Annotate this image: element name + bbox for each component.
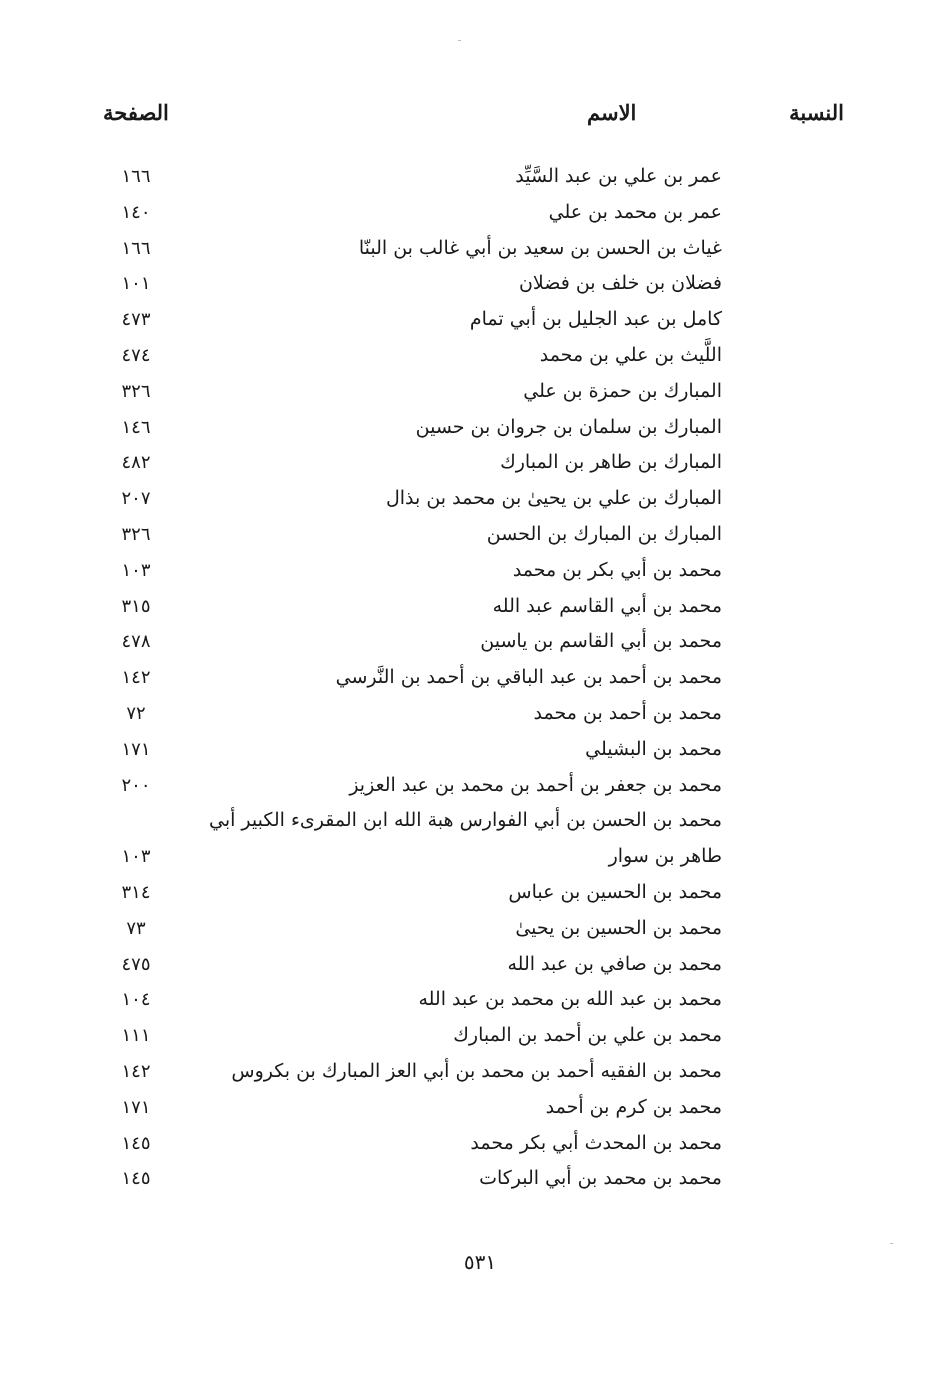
- entry-page: ٤٧٣: [121, 309, 151, 331]
- table-row: [0, 1157, 936, 1193]
- scan-speck: [458, 40, 461, 41]
- entry-name: محمد بن الفقيه أحمد بن محمد بن أبي العز المبارك بن بكروس: [231, 1059, 722, 1082]
- table-row: [0, 1014, 936, 1050]
- entry-name: محمد بن أبي القاسم عبد الله: [492, 594, 722, 617]
- entry-page: ٧٣: [126, 917, 146, 939]
- entry-page: ١٤٥: [121, 1168, 151, 1190]
- table-row: [0, 549, 936, 585]
- entry-name: محمد بن البشيلي: [585, 737, 722, 760]
- entry-page: ٢٠٧: [121, 488, 151, 510]
- entry-page: ٢٠٠: [121, 774, 151, 796]
- entry-name: محمد بن الحسن بن أبي الفوارس هبة الله ابن المقرىء الكبير أبي طاهر بن سوار: [208, 809, 722, 868]
- entry-name: محمد بن أحمد بن محمد: [533, 701, 722, 724]
- entry-page: ١٠٣: [121, 559, 151, 581]
- entry-name: محمد بن أبي بكر بن محمد: [512, 558, 722, 581]
- entry-page: ١٦٦: [121, 166, 151, 187]
- entry-name: محمد بن جعفر بن أحمد بن محمد بن عبد العزيز: [349, 773, 722, 796]
- table-row: [0, 191, 936, 227]
- entry-name: محمد بن عبد الله بن محمد بن عبد الله: [418, 988, 722, 1011]
- entry-page: ١٤٠: [121, 201, 151, 223]
- table-row: [0, 728, 936, 764]
- entry-page: ٤٧٥: [121, 953, 151, 975]
- entry-page: ٧٢: [126, 702, 146, 724]
- table-row: [0, 764, 936, 800]
- entry-page: ١٠٣: [121, 846, 151, 868]
- entry-name: محمد بن صافي بن عبد الله: [507, 952, 722, 975]
- entry-page: ١٦٦: [121, 237, 151, 259]
- entry-name: عمر بن علي بن عبد السَّيِّد: [515, 165, 722, 187]
- entry-name: محمد بن محمد بن أبي البركات: [479, 1167, 722, 1190]
- table-row: [0, 406, 936, 442]
- table-row: [0, 978, 936, 1014]
- entry-page: ٣٢٦: [121, 380, 151, 402]
- table-row: [0, 227, 936, 263]
- entry-name: غياث بن الحسن بن سعيد بن أبي غالب بن البنّا: [358, 236, 722, 259]
- scan-speck: [890, 1243, 893, 1244]
- entry-name: محمد بن أبي القاسم بن ياسين: [480, 630, 722, 653]
- entry-page: ٤٧٤: [121, 344, 151, 366]
- entry-page: ١٠٤: [121, 989, 151, 1011]
- entry-name: عمر بن محمد بن علي: [548, 200, 722, 223]
- entry-name: محمد بن الحسين بن يحيىٰ: [515, 916, 722, 939]
- entry-name: المبارك بن علي بن يحيىٰ بن محمد بن بذال: [385, 487, 722, 510]
- table-row: [0, 692, 936, 728]
- table-row: [0, 513, 936, 549]
- header-page: الصفحة: [103, 100, 169, 125]
- table-row: [0, 620, 936, 656]
- table-row: [0, 334, 936, 370]
- table-row: [0, 155, 936, 191]
- entry-page: ٣٢٦: [121, 523, 151, 545]
- entry-name: المبارك بن سلمان بن جروان بن حسين: [415, 415, 722, 438]
- table-row: [0, 1050, 936, 1086]
- entry-page: ٤٨٢: [121, 452, 151, 474]
- table-row: [0, 656, 936, 692]
- entry-page: ٣١٥: [121, 595, 151, 617]
- entry-name: المبارك بن المبارك بن الحسن: [486, 522, 722, 545]
- table-row: [0, 943, 936, 979]
- table-row: [0, 477, 936, 513]
- table-row: [0, 585, 936, 621]
- table-row: [0, 262, 936, 298]
- entry-page: ١٤٢: [121, 667, 151, 689]
- entry-name: المبارك بن حمزة بن علي: [523, 379, 722, 402]
- table-row: [0, 1086, 936, 1122]
- entry-name: فضلان بن خلف بن فضلان: [518, 272, 722, 295]
- entry-page: ٤٧٨: [121, 631, 151, 653]
- entry-name: المبارك بن طاهر بن المبارك: [500, 451, 722, 474]
- header-name: الاسم: [587, 100, 637, 125]
- entry-page: ١٤٦: [121, 416, 151, 438]
- entry-name: محمد بن أحمد بن عبد الباقي بن أحمد بن النَّرسي: [335, 666, 722, 689]
- entry-name: محمد بن الحسين بن عباس: [508, 880, 722, 903]
- table-row: [0, 799, 936, 871]
- table-row: [0, 441, 936, 477]
- entry-page: ١١١: [121, 1025, 151, 1047]
- index-table: [0, 155, 936, 1193]
- entry-name: كامل بن عبد الجليل بن أبي تمام: [469, 308, 722, 331]
- table-row: [0, 907, 936, 943]
- entry-page: ١٠١: [121, 273, 151, 295]
- entry-page: ٣١٤: [121, 881, 151, 903]
- entry-name: محمد بن المحدث أبي بكر محمد: [470, 1131, 722, 1154]
- table-row: [0, 298, 936, 334]
- entry-page: ١٤٢: [121, 1060, 151, 1082]
- entry-name: محمد بن كرم بن أحمد: [545, 1095, 722, 1118]
- entry-name: اللَّيث بن علي بن محمد: [539, 343, 722, 366]
- entry-page: ١٤٥: [121, 1132, 151, 1154]
- entry-page: ١٧١: [121, 1096, 151, 1118]
- entry-name: محمد بن علي بن أحمد بن المبارك: [453, 1024, 722, 1047]
- table-row: [0, 1122, 936, 1158]
- entry-page: ١٧١: [121, 738, 151, 760]
- page-number: ٥٣١: [463, 1250, 497, 1274]
- table-row: [0, 370, 936, 406]
- header-nisba: النسبة: [789, 100, 844, 125]
- table-row: [0, 871, 936, 907]
